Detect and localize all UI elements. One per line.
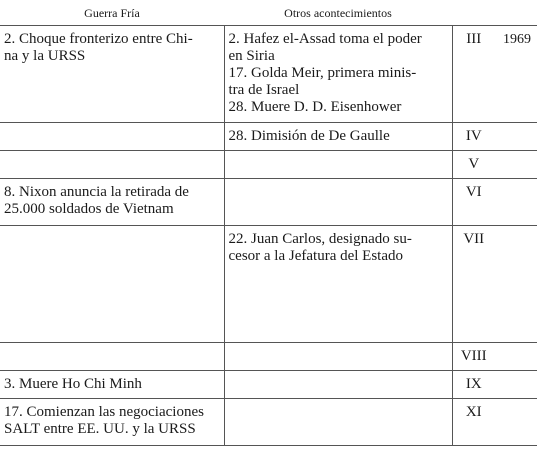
cold-war-event: 8. Nixon anuncia la retirada de 25.000 soldados de Vietnam <box>4 184 189 217</box>
cold-war-cell <box>0 179 224 226</box>
other-events-cell <box>224 151 452 179</box>
year-cell <box>495 226 537 343</box>
cold-war-event: 2. Choque fronterizo entre Chi- na y la URSS <box>4 31 193 64</box>
other-event: 22. Juan Carlos, designado su- cesor a la Jefatura del Estado <box>228 231 412 264</box>
other-events-cell <box>224 226 452 343</box>
other-events-cell <box>224 26 452 123</box>
cold-war-cell <box>0 151 224 179</box>
table-row <box>0 399 537 446</box>
cold-war-cell <box>0 343 224 371</box>
chronology-table <box>0 4 537 446</box>
year-cell <box>495 179 537 226</box>
table-row <box>0 226 537 343</box>
other-events-cell <box>224 123 452 151</box>
table-row <box>0 151 537 179</box>
year-cell <box>495 371 537 399</box>
header-row <box>0 4 537 26</box>
table-row <box>0 371 537 399</box>
other-events-cell <box>224 399 452 446</box>
header-year <box>495 4 537 26</box>
other-events-cell <box>224 343 452 371</box>
cold-war-cell <box>0 371 224 399</box>
table-row <box>0 26 537 123</box>
month-cell: IV <box>452 123 495 151</box>
month-cell: VII <box>452 226 495 343</box>
year-cell <box>495 343 537 371</box>
table-row <box>0 343 537 371</box>
cold-war-event: 17. Comienzan las negociaciones SALT entre EE. UU. y la URSS <box>4 404 204 437</box>
other-events-cell <box>224 371 452 399</box>
table-row <box>0 179 537 226</box>
year-cell <box>495 399 537 446</box>
header-other-events: Otros acontecimientos <box>224 4 452 26</box>
cold-war-cell <box>0 26 224 123</box>
year-cell <box>495 123 537 151</box>
month-cell: XI <box>452 399 495 446</box>
month-cell: III <box>452 26 495 123</box>
header-cold-war: Guerra Fría <box>0 4 224 26</box>
other-events-cell <box>224 179 452 226</box>
cold-war-cell <box>0 226 224 343</box>
month-cell: IX <box>452 371 495 399</box>
month-cell: VI <box>452 179 495 226</box>
year-cell: 1969 <box>495 26 537 123</box>
header-month <box>452 4 495 26</box>
month-cell: VIII <box>452 343 495 371</box>
cold-war-cell <box>0 399 224 446</box>
cold-war-event: 3. Muere Ho Chi Minh <box>4 376 142 392</box>
year-cell <box>495 151 537 179</box>
cold-war-cell <box>0 123 224 151</box>
other-event: 2. Hafez el-Assad toma el poder en Siria 17. Golda Meir, primera minis- tra de Israel 28. Muere D. D. Eisenhower <box>228 31 422 115</box>
table-row <box>0 123 537 151</box>
other-event: 28. Dimisión de De Gaulle <box>228 128 390 144</box>
month-cell: V <box>452 151 495 179</box>
